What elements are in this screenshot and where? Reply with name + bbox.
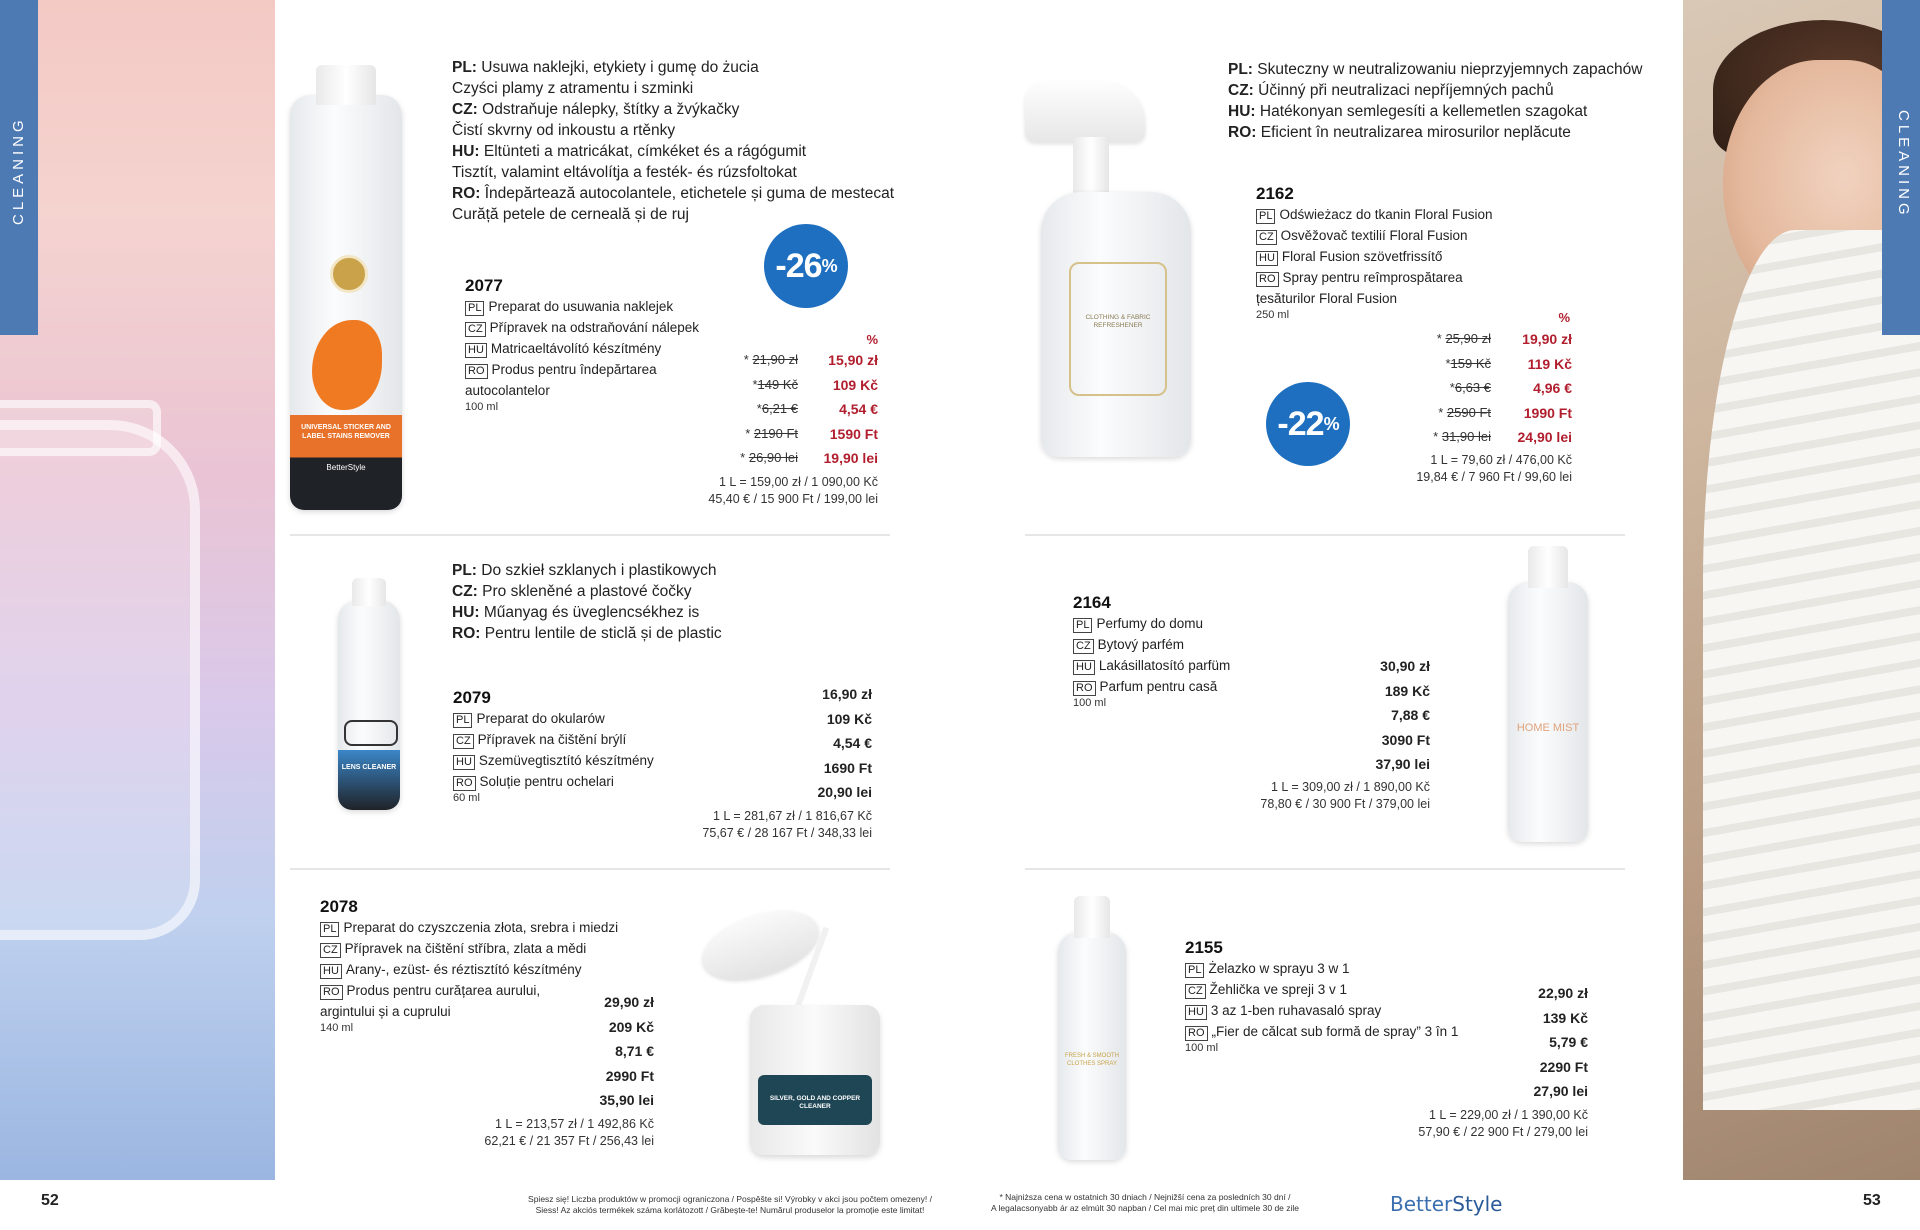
section-tab-label: CLEANING xyxy=(10,116,27,225)
divider xyxy=(1025,868,1625,870)
product-image-2162 xyxy=(1025,82,1205,457)
prices-2155: 22,90 zł 139 Kč 5,79 € 2290 Ft 27,90 lei xyxy=(1533,985,1588,1099)
spray-cap xyxy=(1074,896,1110,938)
unit-price-2077: 1 L = 159,00 zł / 1 090,00 Kč 45,40 € / 15 900 Ft / 199,00 lei xyxy=(708,475,878,506)
label-text: UNIVERSAL STICKER AND LABEL STAINS REMOVER xyxy=(301,424,391,440)
divider xyxy=(1025,534,1625,536)
volume: 100 ml xyxy=(465,401,499,413)
tub-label xyxy=(758,1075,872,1125)
description-2079: PL: Do szkieł szklanych i plastikowych CZ: Pro skleněné a plastové čočky HU: Műanyag és üveglencsékhez is RO: Pentru lentile de sticlă și de plastic xyxy=(452,562,722,642)
product-image-2155 xyxy=(1058,932,1126,1160)
label-text: FRESH & SMOOTH CLOTHES SPRAY xyxy=(1064,1053,1119,1067)
product-image-2079 xyxy=(338,600,400,810)
spray-cap xyxy=(1528,546,1568,588)
description-2162: PL: Skuteczny w neutralizowaniu nieprzyjemnych zapachów CZ: Účinný při neutralizaci nepříjemných pachů HU: Hatékonyan semlegesíti a kellemetlen szagokat RO: Eficient în neutralizarea mirosurilor neplăcute xyxy=(1228,61,1643,141)
product-info-2162: 2162 PL Odświeżacz do tkanin Floral Fusion CZ Osvěžovač textilií Floral Fusion HU Floral Fusion szövetfrissítő RO Spray pentru reîmprospătarea țesăturilor Floral Fusion 250 ml xyxy=(1256,184,1526,321)
volume: 100 ml xyxy=(1185,1042,1219,1054)
trigger-neck xyxy=(1073,137,1109,197)
unit-price-2164: 1 L = 309,00 zł / 1 890,00 Kč 78,80 € / 30 900 Ft / 379,00 lei xyxy=(1260,780,1430,811)
percent-header: % xyxy=(866,332,878,347)
label-text: HOME MIST xyxy=(1516,722,1580,734)
product-code: 2079 xyxy=(453,688,491,707)
prices-2079: 16,90 zł 109 Kč 4,54 € 1690 Ft 20,90 lei xyxy=(817,686,872,800)
unit-price-2079: 1 L = 281,67 zł / 1 816,67 Kč 75,67 € / 28 167 Ft / 348,33 lei xyxy=(702,809,872,840)
section-tab-right xyxy=(1882,0,1920,335)
product-image-2077 xyxy=(290,95,402,510)
product-code: 2164 xyxy=(1073,593,1111,612)
label-text: SILVER, GOLD AND COPPER CLEANER xyxy=(769,1095,861,1110)
product-info-2077: 2077 PL Preparat do usuwania naklejek CZ Přípravek na odstraňování nálepek HU Matricaeltávolító készítmény RO Produs pentru îndepărtarea autocolantelor 100 ml xyxy=(465,276,725,413)
product-image-2078 xyxy=(690,915,890,1155)
floral-frame xyxy=(1069,262,1167,396)
spray-bottle-body xyxy=(1041,192,1191,457)
unit-price-2155: 1 L = 229,00 zł / 1 390,00 Kč 57,90 € / 22 900 Ft / 279,00 lei xyxy=(1418,1108,1588,1139)
section-tab-label: CLEANING xyxy=(1895,110,1912,219)
product-image-2164 xyxy=(1508,582,1588,842)
new-prices-2077: 15,90 zł 109 Kč 4,54 € 1590 Ft 19,90 lei xyxy=(823,352,878,466)
label-band xyxy=(290,415,402,510)
product-info-2164: 2164 PL Perfumy do domu CZ Bytový parfém HU Lakásillatosító parfüm RO Parfum pentru casă 100 ml xyxy=(1073,593,1343,709)
page-number-left: 52 xyxy=(41,1192,59,1209)
glass-jar xyxy=(0,420,200,940)
betterstyle-logo: BetterStyle xyxy=(1390,1192,1503,1216)
product-code: 2077 xyxy=(465,276,503,295)
page-number-right: 53 xyxy=(1863,1192,1881,1209)
label-brand: BetterStyle xyxy=(326,463,366,472)
label-text: LENS CLEANER xyxy=(341,764,397,771)
brand-seal-icon xyxy=(330,255,368,293)
tub-body xyxy=(750,1005,880,1155)
unit-price-2078: 1 L = 213,57 zł / 1 492,86 Kč 62,21 € / 21 357 Ft / 256,43 lei xyxy=(484,1117,654,1148)
new-prices-2162: 19,90 zł 119 Kč 4,96 € 1990 Ft 24,90 lei xyxy=(1517,331,1572,445)
towel xyxy=(1703,230,1920,1110)
product-info-2155: 2155 PL Żelazko w sprayu 3 w 1 CZ Žehlička ve spreji 3 v 1 HU 3 az 1-ben ruhavasaló spray RO „Fier de călcat sub formă de spray” 3 în 1 100 ml xyxy=(1185,938,1485,1054)
volume: 140 ml xyxy=(320,1022,354,1034)
discount-badge-2162: -22 % xyxy=(1266,382,1350,466)
spray-cap xyxy=(316,65,376,105)
volume: 250 ml xyxy=(1256,309,1290,321)
spray-cap xyxy=(352,578,386,606)
divider xyxy=(290,534,890,536)
product-info-2079: 2079 PL Preparat do okularów CZ Přípravek na čištění brýlí HU Szemüvegtisztító készítmény RO Soluție pentru ochelari 60 ml xyxy=(453,688,713,804)
product-code: 2078 xyxy=(320,897,358,916)
prices-2078: 29,90 zł 209 Kč 8,71 € 2990 Ft 35,90 lei xyxy=(599,994,654,1108)
discount-badge-2077: -26 % xyxy=(764,224,848,308)
prices-2164: 30,90 zł 189 Kč 7,88 € 3090 Ft 37,90 lei xyxy=(1375,658,1430,772)
divider xyxy=(290,868,890,870)
label-band xyxy=(338,750,400,810)
old-prices-2077: * 21,90 zł *149 Kč *6,21 € * 2190 Ft * 26,90 lei xyxy=(740,352,798,465)
percent-header: % xyxy=(1558,310,1570,325)
orange-shape xyxy=(312,320,382,410)
footer-note-left: Spiesz się! Liczba produktów w promocji ograniczona / Pospěšte si! Výrobky v akci jsou počtem omezeny! / Siess! Az akciós termékek száma korlátozott / Grăbește-te! Numărul produselor la promoție este limitat! xyxy=(528,1194,932,1215)
product-info-2078: 2078 PL Preparat do czyszczenia złota, srebra i miedzi CZ Přípravek na čištění stříbra, zlata a mědi HU Arany-, ezüst- és réztisztító készítmény RO Produs pentru curățarea aurului, argintului și a cuprului 140 ml xyxy=(320,897,650,1034)
volume: 60 ml xyxy=(453,792,480,804)
trigger-head xyxy=(1025,82,1145,142)
old-prices-2162: * 25,90 zł *159 Kč *6,63 € * 2590 Ft * 31,90 lei xyxy=(1433,331,1491,444)
section-tab-left xyxy=(0,0,38,335)
footer-note-right: * Najniższa cena w ostatnich 30 dniach / Nejnižší cena za posledních 30 dní / A legalacsonyabb ár az elmúlt 30 napban / Cel mai mic preț din ultimele 30 de zile xyxy=(990,1192,1300,1213)
label-text: CLOTHING & FABRIC REFRESHENER xyxy=(1085,314,1151,329)
unit-price-2162: 1 L = 79,60 zł / 476,00 Kč 19,84 € / 7 960 Ft / 99,60 lei xyxy=(1416,453,1572,484)
product-code: 2155 xyxy=(1185,938,1223,957)
product-code: 2162 xyxy=(1256,184,1294,203)
description-2077: PL: Usuwa naklejki, etykiety i gumę do żucia Czyści plamy z atramentu i szminki CZ: Odstraňuje nálepky, štítky a žvýkačky Čistí skvrny od inkoustu a rtěnky HU: Eltünteti a matricákat, címkéket és a rágógumit Tisztít, valamint eltávolítja a festék- és rúzsfoltokat RO: Îndepărtează autocolantele, etichetele și guma de mestecat Curăță petele de cerneală și de ruj xyxy=(452,59,895,223)
glasses-icon xyxy=(344,720,398,746)
jar-photo xyxy=(0,0,275,1180)
volume: 100 ml xyxy=(1073,697,1107,709)
